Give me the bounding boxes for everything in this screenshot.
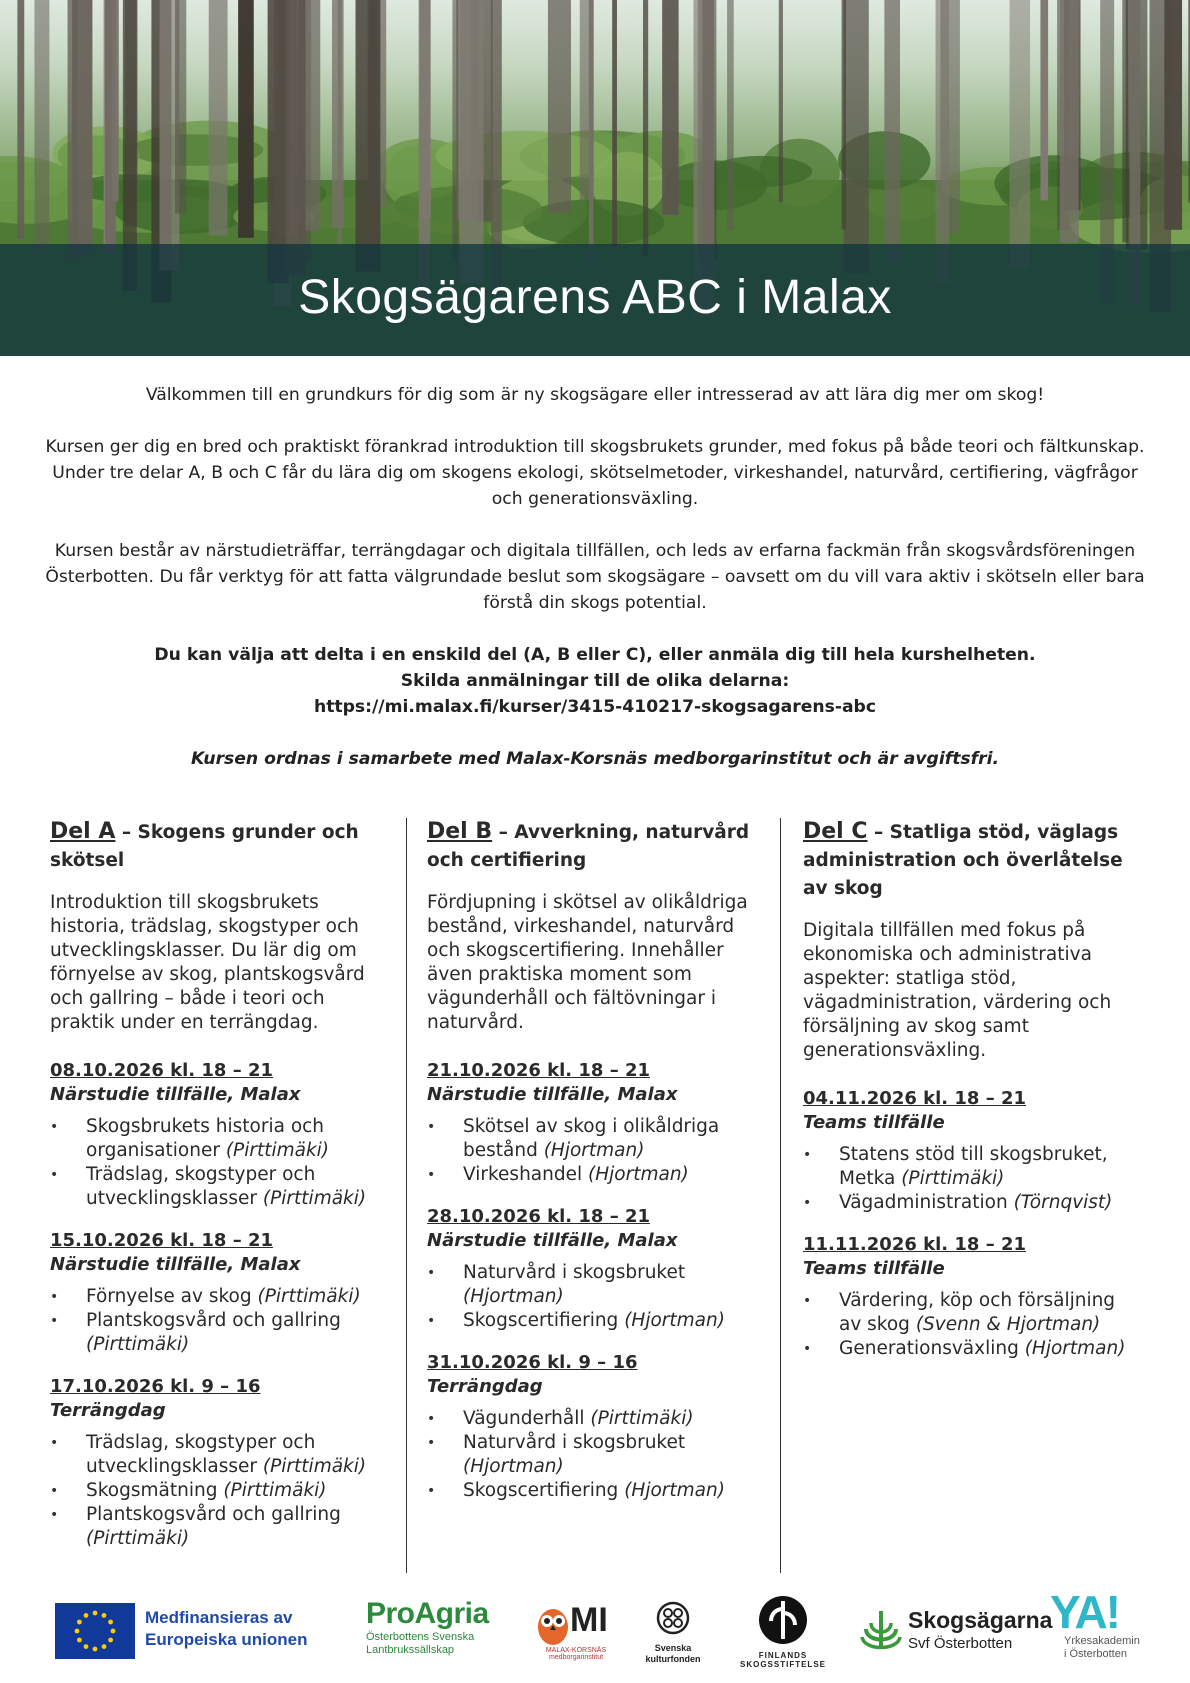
topic-teacher: (Pirttimäki) <box>262 1188 367 1209</box>
list-item <box>50 1503 385 1551</box>
session-type: Terrängdag <box>50 1400 166 1421</box>
intro-description: Kursen ger dig en bred och praktiskt förankrad introduktion till skogsbrukets grunder, med fokus på både teori och fältkunskap. Under tre delar A, B och C får du lära dig om skogens ekologi, skötselmetoder, virkeshandel, naturvård, certifiering, vägfrågor och generationsväxling. <box>45 437 1145 509</box>
list-item <box>50 1163 385 1211</box>
session-topics <box>427 1261 762 1333</box>
topic-text: Skötsel av skog i olikåldriga bestånd <box>463 1116 720 1161</box>
session-type: Närstudie tillfälle, Malax <box>427 1084 678 1105</box>
part-c-heading <box>803 818 1138 903</box>
list-item <box>803 1289 1138 1337</box>
session-topics <box>50 1285 385 1357</box>
session-date: 31.10.2026 kl. 9 – 16 <box>427 1352 638 1373</box>
list-item <box>50 1309 385 1357</box>
topic-teacher: (Hjortman) <box>624 1480 725 1501</box>
topic-teacher: (Hjortman) <box>463 1286 564 1307</box>
intro-note: Kursen ordnas i samarbete med Malax-Korsnäs medborgarinstitut och är avgiftsfri. <box>190 749 1000 769</box>
session-date: 15.10.2026 kl. 18 – 21 <box>50 1230 274 1251</box>
intro-choice: Du kan välja att delta i en enskild del (A, B eller C), eller anmäla dig till hela kurshelheten. <box>154 645 1036 665</box>
topic-text: Skogsmätning <box>86 1480 224 1501</box>
finlands-skogsstiftelse-logo <box>720 1595 846 1669</box>
topic-teacher: (Hjortman) <box>588 1164 689 1185</box>
fs-name: FINLANDS SKOGSSTIFTELSE <box>739 1651 826 1669</box>
eu-flag-icon <box>55 1603 135 1659</box>
part-a-description: Introduktion till skogsbrukets historia, trädslag, skogstyper och utvecklingsklasser. Du lär dig om förnyelse av skog, plantskogsvård och gallring – både i teori och praktik under en terrängdag. <box>50 892 365 1033</box>
session-type: Närstudie tillfälle, Malax <box>50 1254 301 1275</box>
registration-link[interactable]: https://mi.malax.fi/kurser/3415-410217-skogsagarens-abc <box>313 697 877 717</box>
part-c-column <box>803 818 1138 1379</box>
intro-registration: Skilda anmälningar till de olika delarna: <box>400 671 790 691</box>
topic-teacher: (Pirttimäki) <box>257 1286 361 1307</box>
sk-line-2: kulturfonden <box>645 1654 701 1664</box>
column-divider <box>406 818 407 1573</box>
part-a-label: Del A <box>50 819 116 844</box>
topic-teacher: (Pirttimäki) <box>901 1168 1005 1189</box>
proagria-logo <box>366 1597 489 1657</box>
session-topics <box>427 1407 762 1503</box>
eu-cofunding-text <box>145 1607 307 1651</box>
topic-text: Naturvård i skogsbruket <box>463 1432 686 1453</box>
intro-format: Kursen består av närstudieträffar, terrängdagar och digitala tillfällen, och leds av erfarna fackmän från skogsvårdsföreningen Österbotten. Du får verktyg för att fatta välgrundade beslut som skogsägare – oavsett om du vill vara aktiv i skötseln eller bara förstå din skogs potential. <box>45 541 1145 613</box>
header-banner <box>0 0 1190 356</box>
session-date: 28.10.2026 kl. 18 – 21 <box>427 1206 651 1227</box>
mi-subtitle: MALAX-KORSNÄS medborgarinstitut <box>545 1647 607 1661</box>
sg-subtitle: Svf Österbotten <box>908 1635 1013 1652</box>
session <box>427 1059 762 1187</box>
list-item <box>50 1479 385 1503</box>
topic-text: Virkeshandel <box>463 1164 589 1185</box>
sk-line-1: Svenska <box>654 1643 692 1653</box>
list-item <box>427 1407 762 1431</box>
intro-section <box>40 382 1150 798</box>
skogsstiftelse-emblem-icon <box>757 1595 809 1645</box>
part-c-title: – Statliga stöd, väglags administration och överlåtelse av skog <box>803 822 1123 899</box>
session-topics <box>427 1115 762 1187</box>
session-type: Terrängdag <box>427 1376 543 1397</box>
part-b-heading <box>427 818 762 875</box>
list-item <box>427 1163 762 1187</box>
session-topics <box>50 1431 385 1551</box>
topic-text: Skogscertifiering <box>463 1310 625 1331</box>
session-type: Teams tillfälle <box>803 1258 945 1279</box>
session <box>803 1087 1138 1215</box>
column-divider <box>780 818 781 1573</box>
topic-teacher: (Pirttimäki) <box>86 1334 190 1355</box>
session-date: 08.10.2026 kl. 18 – 21 <box>50 1060 274 1081</box>
sg-title: Skogsägarna <box>908 1607 1053 1633</box>
proagria-brand: ProAgria <box>366 1597 489 1630</box>
list-item <box>427 1115 762 1163</box>
session-date: 17.10.2026 kl. 9 – 16 <box>50 1376 261 1397</box>
topic-text: Vägunderhåll <box>463 1408 591 1429</box>
mi-letters: MI <box>570 1601 608 1639</box>
topic-text: Naturvård i skogsbruket <box>463 1262 686 1283</box>
topic-text: Förnyelse av skog <box>86 1286 258 1307</box>
session-date: 11.11.2026 kl. 18 – 21 <box>803 1234 1027 1255</box>
part-a-heading <box>50 818 385 875</box>
svenska-kulturfonden-emblem-icon <box>656 1601 690 1635</box>
part-b-column <box>427 818 762 1521</box>
topic-teacher: (Pirttimäki) <box>590 1408 694 1429</box>
session-topics <box>803 1143 1138 1215</box>
proagria-sub-1: Österbottens Svenska <box>366 1631 475 1643</box>
part-a-title: – Skogens grunder och skötsel <box>50 822 359 871</box>
list-item <box>803 1143 1138 1191</box>
topic-teacher: (Hjortman) <box>543 1140 645 1161</box>
topic-teacher: (Hjortman) <box>463 1456 564 1477</box>
topic-text: Vägadministration <box>839 1192 1014 1213</box>
session <box>50 1229 385 1357</box>
topic-teacher: (Pirttimäki) <box>225 1140 330 1161</box>
list-item <box>427 1431 762 1479</box>
topic-teacher: (Hjortman) <box>1024 1338 1126 1359</box>
topic-text: Statens stöd till skogsbruket, Metka <box>839 1144 1108 1189</box>
topic-text: Skogscertifiering <box>463 1480 625 1501</box>
session-topics <box>803 1289 1138 1361</box>
topic-teacher: (Pirttimäki) <box>262 1456 367 1477</box>
list-item <box>427 1261 762 1309</box>
topic-text: Trädslag, skogstyper och utvecklingsklasser <box>86 1164 316 1209</box>
part-c-description: Digitala tillfällen med fokus på ekonomiska och administrativa aspekter: statliga stöd, vägadministration, värdering och försäljning av skog samt generationsväxling. <box>803 920 1112 1061</box>
topic-teacher: (Svenn & Hjortman) <box>915 1314 1101 1335</box>
ya-sub-2: i Österbotten <box>1064 1648 1127 1660</box>
topic-teacher: (Hjortman) <box>624 1310 725 1331</box>
ya-letters: YA! <box>1050 1586 1119 1638</box>
ya-subtitle <box>1064 1635 1140 1661</box>
session <box>803 1233 1138 1361</box>
list-item <box>427 1309 762 1333</box>
part-c-label: Del C <box>803 819 868 844</box>
session-type: Närstudie tillfälle, Malax <box>427 1230 678 1251</box>
topic-teacher: (Pirttimäki) <box>86 1528 190 1549</box>
ya-sub-1: Yrkesakademin <box>1064 1635 1140 1647</box>
svenska-kulturfonden-logo <box>640 1601 706 1665</box>
session-date: 04.11.2026 kl. 18 – 21 <box>803 1088 1027 1109</box>
session-type: Närstudie tillfälle, Malax <box>50 1084 301 1105</box>
list-item <box>803 1337 1138 1361</box>
session <box>50 1059 385 1211</box>
topic-text: Värdering, köp och försäljning av skog <box>839 1290 1116 1335</box>
list-item <box>803 1191 1138 1215</box>
topic-text: Skogsbrukets historia och organisationer <box>86 1116 325 1161</box>
eu-line-2: Europeiska unionen <box>145 1630 308 1649</box>
list-item <box>50 1431 385 1479</box>
topic-text: Trädslag, skogstyper och utvecklingsklasser <box>86 1432 316 1477</box>
topic-text: Plantskogsvård och gallring <box>86 1310 341 1331</box>
list-item <box>50 1115 385 1163</box>
topic-text: Plantskogsvård och gallring <box>86 1504 341 1525</box>
owl-icon <box>536 1603 570 1647</box>
session <box>50 1375 385 1551</box>
page-title: Skogsägarens ABC i Malax <box>298 271 892 324</box>
session-date: 21.10.2026 kl. 18 – 21 <box>427 1060 651 1081</box>
part-a-column <box>50 818 385 1569</box>
part-b-description: Fördjupning i skötsel av olikåldriga bestånd, virkeshandel, naturvård och skogscertifiering. Innehåller även praktiska moment som vägunderhåll och fältövningar i naturvård. <box>427 892 748 1033</box>
session <box>427 1351 762 1503</box>
intro-welcome: Välkommen till en grundkurs för dig som är ny skogsägare eller intresserad av att lära dig mer om skog! <box>145 385 1045 405</box>
skogsagarna-tree-icon <box>860 1607 902 1657</box>
topic-teacher: (Törnqvist) <box>1013 1192 1113 1213</box>
topic-teacher: (Pirttimäki) <box>223 1480 327 1501</box>
session <box>427 1205 762 1333</box>
part-b-label: Del B <box>427 819 493 844</box>
session-topics <box>50 1115 385 1211</box>
list-item <box>427 1479 762 1503</box>
partner-logos <box>0 1585 1190 1683</box>
session-type: Teams tillfälle <box>803 1112 945 1133</box>
part-b-title: – Avverkning, naturvård och certifiering <box>427 822 750 871</box>
skogsagarna-logo <box>860 1607 1053 1661</box>
topic-text: Generationsväxling <box>839 1338 1025 1359</box>
eu-line-1: Medfinansieras av <box>145 1608 293 1627</box>
list-item <box>50 1285 385 1309</box>
proagria-sub-2: Lantbrukssällskap <box>366 1644 455 1656</box>
